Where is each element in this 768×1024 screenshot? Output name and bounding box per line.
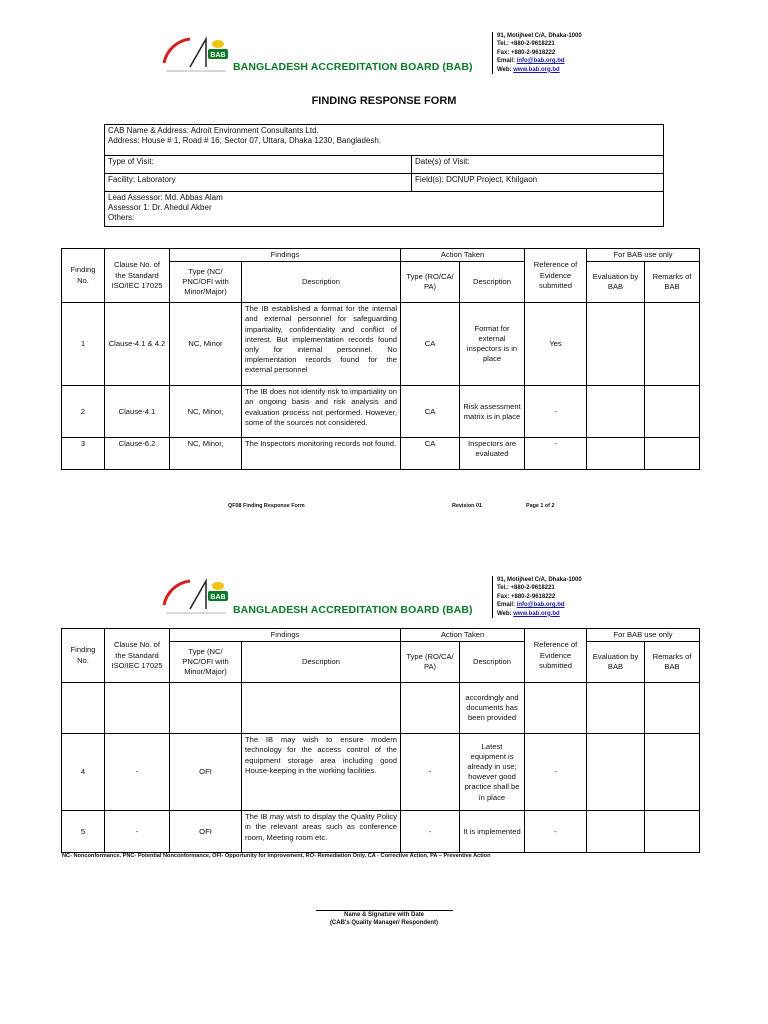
- table-row: 3 Clause-6.2 NC, Minor, The Inspectors monitoring records not found. CA Inspectors are evaluated -: [62, 438, 700, 470]
- header-evaluation: Evaluation by BAB: [587, 642, 645, 683]
- table-row: 1 Clause-4.1 & 4.2 NC, Minor The IB established a format for the internal and external personnel for safeguarding impartiality, confidentiality and conflict of interest. But implementation records found only for internal personnel. No implementation records found for the external personnel CA Format for external inspectors is in place Yes: [62, 303, 700, 386]
- email-line: Email: info@bab.org.bd: [497, 58, 565, 65]
- header-findings: Findings: [170, 629, 401, 642]
- cab-name-cell: CAB Name & Address: Adroit Environment Consultants Ltd. Address: House # 1, Road # 16, Sector 07, Uttara, Dhaka 1230, Bangladesh.: [105, 125, 664, 156]
- header-action-taken: Action Taken: [401, 629, 525, 642]
- address-line: 91, Motijheel C/A, Dhaka-1000: [497, 577, 582, 583]
- signature-line: [316, 910, 453, 911]
- web-line: Web: www.bab.org.bd: [497, 610, 560, 617]
- type-of-visit-cell: Type of Visit:: [105, 156, 412, 174]
- org-address: [492, 576, 582, 618]
- header-remarks: Remarks of BAB: [645, 642, 700, 683]
- email-link[interactable]: info@bab.org.bd: [516, 602, 565, 609]
- email-link[interactable]: info@bab.org.bd: [516, 58, 565, 65]
- web-line: Web: www.bab.org.bd: [497, 66, 560, 73]
- fax-line: Fax: +880-2-9618222: [497, 593, 556, 600]
- header-reference: Reference of Evidence submitted: [525, 249, 587, 303]
- footer-page: Page 1 of 2: [526, 503, 555, 509]
- header-action-description: Description: [460, 642, 525, 683]
- address-line: 91, Motijheel C/A, Dhaka-1000: [497, 33, 582, 39]
- dates-of-visit-cell: Date(s) of Visit:: [412, 156, 664, 174]
- footer-revision: Revision 01: [452, 503, 482, 509]
- abbreviation-legend: NC- Nonconformance, PNC- Potential Nonconformance, OFI- Opportunity for Improvement, RO- Remediation Only, CA - Corrective Action, PA – Preventive Action: [62, 853, 491, 859]
- header-action-description: Description: [460, 262, 525, 303]
- header-clause-no: Clause No. of the Standard ISO/IEC 17025: [105, 629, 170, 683]
- header-action-type: Type (RO/CA/ PA): [401, 262, 460, 303]
- header-bab-use: For BAB use only: [587, 629, 700, 642]
- table-row: 2 Clause-4.1 NC, Minor, The IB does not identify risk to impartiality on an ongoing basis and risk analysis and evaluation process not performed. However, some of the sources not considered. CA Risk assessment matrix is in place -: [62, 386, 700, 438]
- facility-cell: Facility: Laboratory: [105, 174, 412, 192]
- header-type-nc: Type (NC/ PNC/OFI with Minor/Major): [170, 642, 242, 683]
- findings-table-page2: [61, 628, 700, 853]
- header-finding-no: Finding No.: [62, 249, 105, 303]
- tel-line: Tel.: +880-2-9618221: [497, 585, 555, 592]
- assessors-cell: Lead Assessor: Md. Abbas Alam Assessor 1: Dr. Ahedul Akber Others:: [105, 192, 664, 227]
- tel-line: Tel.: +880-2-9618221: [497, 41, 555, 48]
- web-link[interactable]: www.bab.org.bd: [513, 610, 560, 617]
- findings-table-page1: [61, 248, 700, 470]
- org-name: BANGLADESH ACCREDITATION BOARD (BAB): [233, 604, 473, 616]
- org-name: BANGLADESH ACCREDITATION BOARD (BAB): [233, 61, 473, 73]
- header-action-taken: Action Taken: [401, 249, 525, 262]
- header-description: Description: [242, 262, 401, 303]
- svg-text:BAB: BAB: [210, 594, 226, 601]
- signature-label: Name & Signature with Date: [343, 912, 424, 918]
- footer-form-name: QF08 Finding Response Form: [228, 503, 305, 509]
- fields-cell: Field(s): DCNUP Project, Khilgaon: [412, 174, 664, 192]
- header-reference: Reference of Evidence submitted: [525, 629, 587, 683]
- header-description: Description: [242, 642, 401, 683]
- bab-logo: [160, 575, 230, 617]
- fax-line: Fax: +880-2-9618222: [497, 49, 556, 56]
- header-clause-no: Clause No. of the Standard ISO/IEC 17025: [105, 249, 170, 303]
- table-row: 4 - OFI The IB may wish to ensure modern technology for the access control of the equipment storage area including good House-keeping in the working facilities. - Latest equipment is already in use; however good practice shall be in place -: [62, 734, 700, 811]
- header-finding-no: Finding No.: [62, 629, 105, 683]
- signature-role: (CAB's Quality Manager/ Respondent): [329, 920, 439, 926]
- web-link[interactable]: www.bab.org.bd: [513, 66, 560, 73]
- email-line: Email: info@bab.org.bd: [497, 602, 565, 609]
- header-type-nc: Type (NC/ PNC/OFI with Minor/Major): [170, 262, 242, 303]
- header-findings: Findings: [170, 249, 401, 262]
- table-row: accordingly and documents has been provided: [62, 683, 700, 734]
- header-evaluation: Evaluation by BAB: [587, 262, 645, 303]
- form-title: FINDING RESPONSE FORM: [311, 95, 457, 107]
- bab-logo: [160, 33, 230, 75]
- svg-text:BAB: BAB: [210, 52, 226, 59]
- cab-info-table: [104, 124, 664, 227]
- header-action-type: Type (RO/CA/ PA): [401, 642, 460, 683]
- header-bab-use: For BAB use only: [587, 249, 700, 262]
- org-address: [492, 32, 582, 74]
- header-remarks: Remarks of BAB: [645, 262, 700, 303]
- table-row: 5 - OFI The IB may wish to display the Quality Policy in the relevant areas such as conference room, Meeting room etc. - It is implemented -: [62, 811, 700, 853]
